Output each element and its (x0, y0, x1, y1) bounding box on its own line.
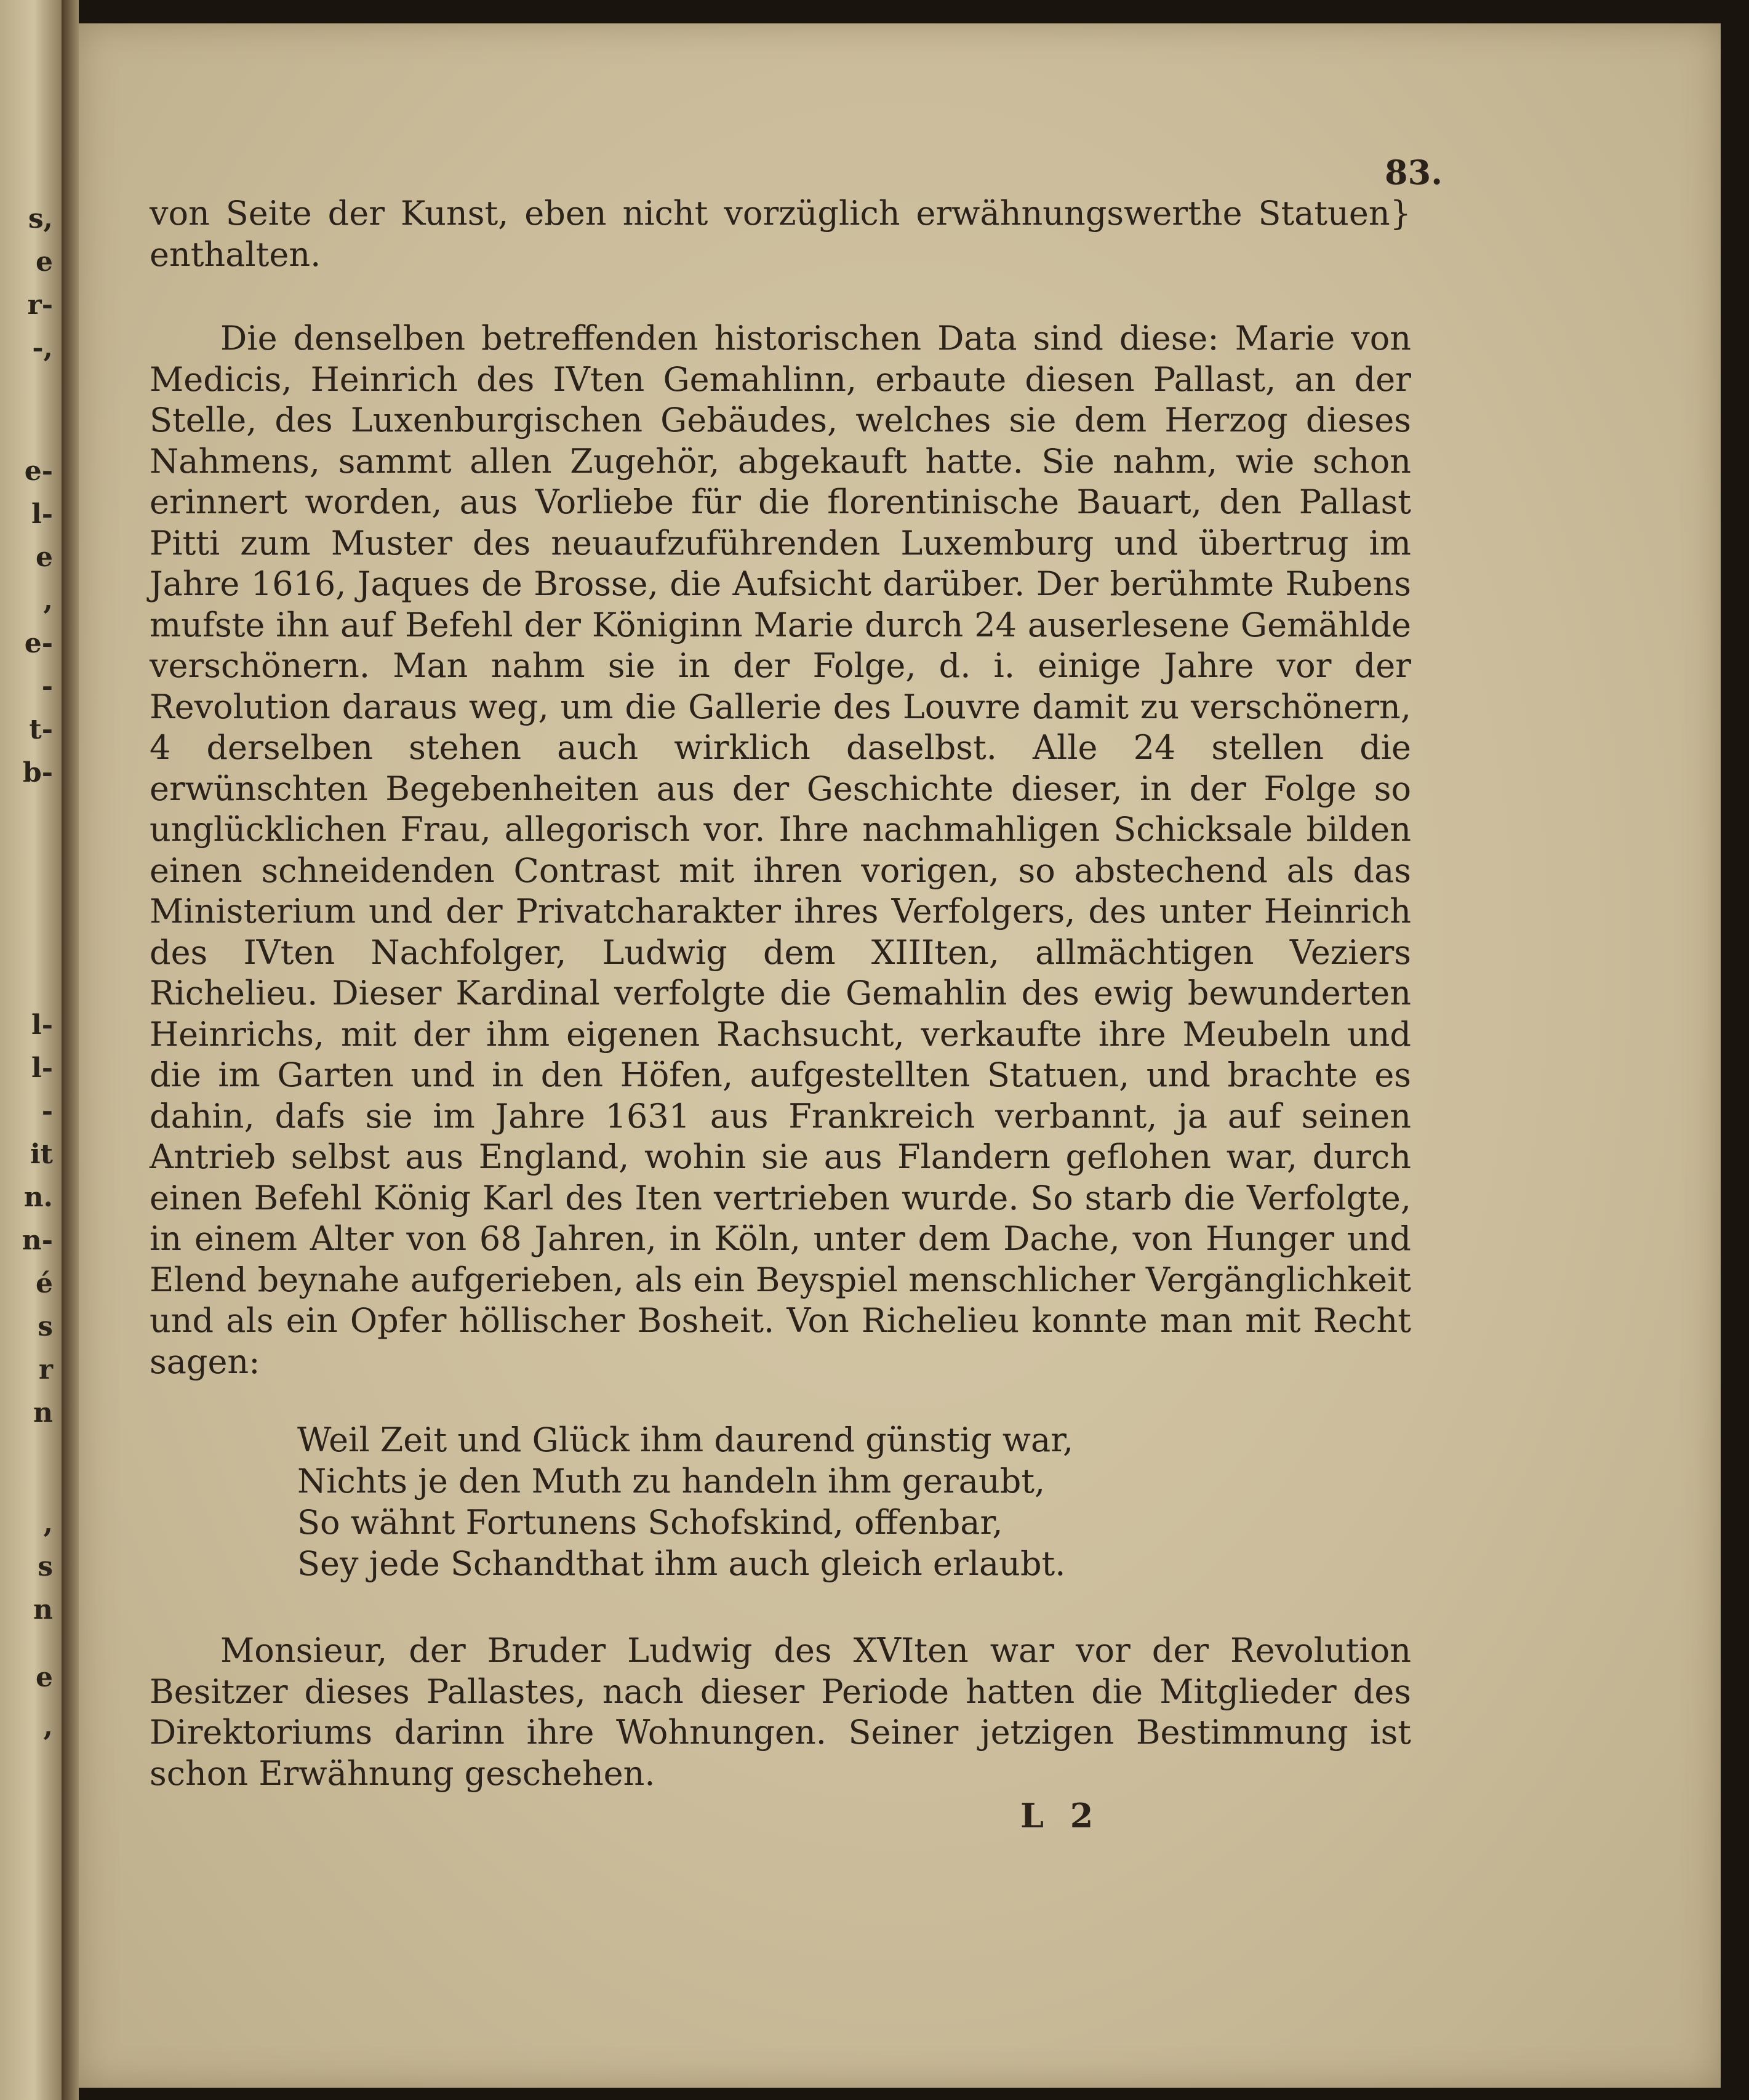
margin-fragment: - (41, 1096, 53, 1127)
margin-fragment: t- (29, 714, 53, 745)
margin-fragment: e (36, 542, 53, 573)
margin-fragment: e (36, 1662, 53, 1693)
book-page (79, 23, 1721, 2088)
margin-fragment: , (43, 1508, 53, 1539)
verse-line: Weil Zeit und Glück ihm daurend günstig war, (297, 1421, 1074, 1459)
margin-fragment: e- (24, 455, 53, 487)
paragraph-history: Die denselben betreffenden historischen Data sind diese: Marie von Medicis, Heinrich des IVten Gemahlinn, erbaute diesen Pallast, an der Stelle, des Luxenburgischen Gebäudes, welches sie dem Herzog dieses Nahmens, sammt allen Zugehör, abgekauft hatte. Sie nahm, wie schon erinnert worden, aus Vorliebe für die florentinische Bauart, den Pallast Pitti zum Muster des neuaufzuführenden Luxemburg und übertrug im Jahre 1616, Jaques de Brosse, die Aufsicht darüber. Der berühmte Rubens mufste ihn auf Befehl der Königinn Marie durch 24 auserlesene Gemählde verschönern. Man nahm sie in der Folge, d. i. einige Jahre vor der Revolution daraus weg, um die Gallerie des Louvre damit zu verschönern, 4 derselben stehen auch wirklich daselbst. Alle 24 stellen die erwünschten Begebenheiten aus der Geschichte dieser, in der Folge so unglücklichen Frau, allegorisch vor. Ihre nachmahligen Schicksale bilden einen schneidenden Contrast mit ihren vorigen, so abstechend als das Ministerium und der Privatcharakter ihres Verfolgers, des unter Heinrich des IVten Nachfolger, Ludwig dem XIIIten, allmächtigen Veziers Richelieu. Dieser Kardinal verfolgte die Gemahlin des ewig bewunderten Heinrichs, mit der ihm eigenen Rachsucht, verkaufte ihre Meubeln und die im Garten und in den Höfen, aufgestellten Statuen, und brachte es dahin, dafs sie im Jahre 1631 aus Frankreich verbannt, ja auf seinen Antrieb selbst aus England, wohin sie aus Flandern geflohen war, durch einen Befehl König Karl des Iten vertrieben wurde. So starb die Verfolgte, in einem Alter von 68 Jahren, in Köln, unter dem Dache, von Hunger und Elend beynahe aufgerieben, als ein Beyspiel menschlicher Vergänglichkeit und als ein Opfer höllischer Bosheit. Von Richelieu konnte man mit Recht sagen: (150, 319, 1411, 1381)
verse-line: Sey jede Schandthat ihm auch gleich erlaubt. (297, 1544, 1066, 1583)
margin-fragment: l- (31, 499, 53, 530)
signature-mark: L 2 (1020, 1796, 1101, 1835)
margin-fragment: - (41, 671, 53, 702)
margin-fragment: l- (31, 1052, 53, 1084)
book-gutter (62, 0, 79, 2100)
margin-fragment: b- (22, 757, 53, 788)
margin-fragment: r- (27, 289, 53, 321)
margin-fragment: s (38, 1551, 53, 1582)
margin-fragment: -, (32, 332, 53, 364)
page-number: 83. (1385, 153, 1443, 192)
margin-fragment: e (36, 246, 53, 278)
margin-fragment: s, (28, 203, 53, 234)
margin-fragment: , (43, 1711, 53, 1742)
margin-fragment: n (33, 1594, 53, 1625)
margin-fragment: l- (31, 1009, 53, 1041)
margin-fragment: n (33, 1397, 53, 1429)
facing-page-edge (0, 0, 62, 2100)
paragraph-monsieur: Monsieur, der Bruder Ludwig des XVIten war vor der Revolution Besitzer dieses Pallastes, nach dieser Periode hatten die Mitglieder des Direktoriums darinn ihre Wohnungen. Seiner jetzigen Bestimmung ist schon Erwähnung geschehen. (150, 1631, 1411, 1793)
margin-fragment: s (38, 1311, 53, 1342)
margin-fragment: n- (22, 1225, 53, 1256)
verse-quotation (297, 1419, 1411, 1584)
paragraph-continuation: von Seite der Kunst, eben nicht vorzüglich erwähnungswerthe Statuen} enthalten. (150, 194, 1411, 274)
margin-fragment: n. (23, 1182, 53, 1213)
margin-fragment: e- (24, 628, 53, 659)
margin-fragment: é (36, 1268, 53, 1299)
margin-fragment: r (38, 1354, 53, 1385)
margin-fragment: it (30, 1139, 53, 1170)
verse-line: Nichts je den Muth zu handeln ihm geraubt, (297, 1462, 1046, 1501)
verse-line: So wähnt Fortunens Schofskind, offenbar, (297, 1503, 1003, 1542)
page-body (150, 193, 1411, 1794)
margin-fragment: , (43, 585, 53, 616)
